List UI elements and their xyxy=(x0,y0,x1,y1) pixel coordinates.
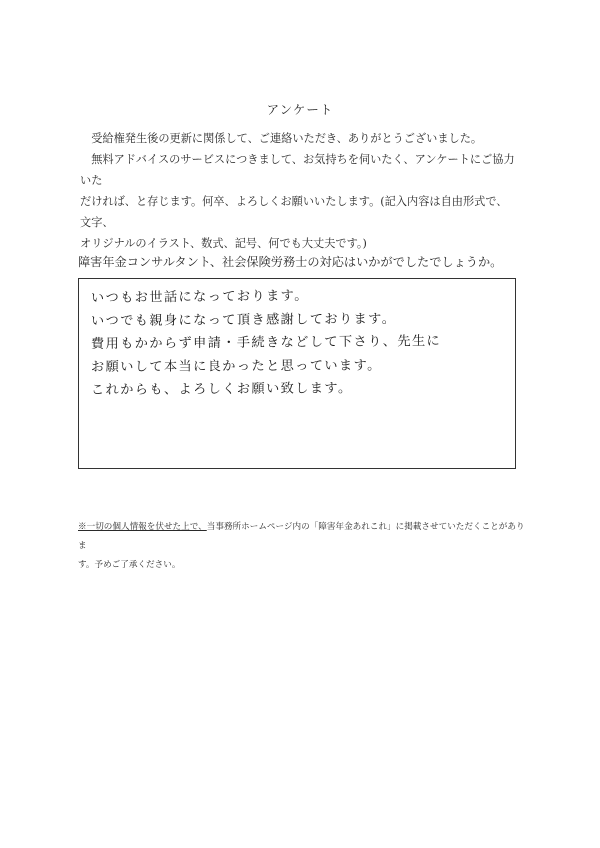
note-line: す。予めご了承ください。 xyxy=(78,560,181,570)
survey-question: 障害年金コンサルタント、社会保険労務士の対応はいかがでしたでしょうか。 xyxy=(78,255,503,269)
handwritten-answer xyxy=(91,287,511,402)
answer-line: いつでも親身になって頂き感謝しております。 xyxy=(90,311,397,329)
answer-line: 費用もかからず申請・手続きなどして下さり、先生に xyxy=(90,333,442,352)
survey-intro xyxy=(80,128,516,254)
answer-line: いつもお世話になっております。 xyxy=(90,288,309,306)
answer-line: お願いして本当に良かったと思っています。 xyxy=(90,358,382,375)
note-rest: 当事務所ホームページ内の「障害年金あれこれ」に掲載させていただくことがありま xyxy=(78,522,525,551)
answer-line: これからも、よろしくお願い致します。 xyxy=(90,381,353,398)
note-line xyxy=(78,518,528,556)
intro-line: オリジナルのイラスト、数式、記号、何でも大丈夫です。) xyxy=(80,237,367,250)
intro-line: だければ、と存じます。何卒、よろしくお願いいたします。(記入内容は自由形式で、文字、 xyxy=(80,195,508,229)
privacy-note xyxy=(78,518,528,575)
intro-line: 受給権発生後の更新に関係して、ご連絡いただき、ありがとうございました。 xyxy=(91,132,483,145)
note-prefix: ※一切の個人情報を伏せた上で、 xyxy=(78,522,207,532)
survey-title: アンケート xyxy=(266,102,334,117)
answer-box xyxy=(78,278,516,469)
intro-line: 無料アドバイスのサービスにつきまして、お気持ちを伺いたく、アンケートにご協力いた xyxy=(80,153,515,187)
